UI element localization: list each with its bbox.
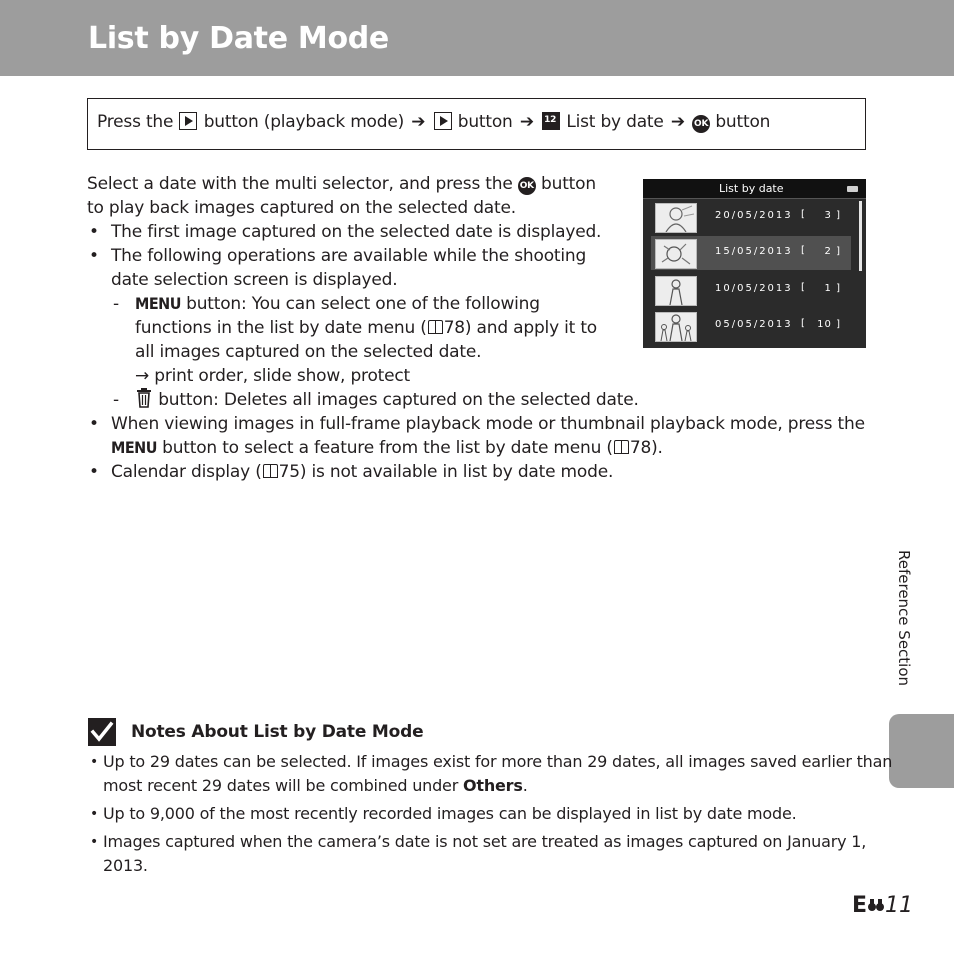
row-date: 05/05/2013 <box>715 319 793 330</box>
row-count: 2 ] <box>824 246 841 257</box>
book-reference-icon <box>263 464 278 478</box>
row-count: 3 ] <box>824 210 841 221</box>
ok-button-icon: OK <box>692 115 710 133</box>
body-line: to play back images captured on the selected date. <box>87 198 516 218</box>
arrow-right-icon: ➔ <box>411 112 426 132</box>
page-reference: 78 <box>443 318 465 338</box>
date-list-item-selected[interactable] <box>651 236 851 270</box>
text: . <box>522 776 528 795</box>
thumbnail-image <box>655 276 697 306</box>
note-text: 2013. <box>103 856 148 875</box>
menu-button-icon: MENU <box>135 294 181 313</box>
row-count: 1 ] <box>824 283 841 294</box>
bullet-text: The first image captured on the selected date is displayed. <box>111 222 602 242</box>
note-text <box>103 774 528 798</box>
sub-item-text <box>135 316 597 340</box>
text: Calendar display ( <box>111 462 262 482</box>
sub-item-text <box>135 364 410 388</box>
text: button to select a feature from the list by date menu ( <box>162 438 613 458</box>
screen-title: List by date <box>719 182 784 195</box>
thumbnail-image <box>655 203 697 233</box>
bracket: [ <box>801 282 805 293</box>
text: button: You can select one of the following <box>186 294 540 314</box>
bullet-text: date selection screen is displayed. <box>111 270 398 290</box>
text: ) is not available in list by date mode. <box>299 462 614 482</box>
text: functions in the list by date menu ( <box>135 318 427 338</box>
play-button-icon <box>179 112 197 130</box>
notes-title: Notes About List by Date Mode <box>131 722 424 742</box>
navigation-path <box>97 112 770 133</box>
text: button: Deletes all images captured on the selected date. <box>158 390 639 410</box>
date-list-item[interactable] <box>651 309 851 343</box>
camera-screen-illustration <box>643 179 866 348</box>
dash: - <box>113 390 119 410</box>
page-number <box>852 893 913 918</box>
count-value: 2 <box>824 246 832 257</box>
menu-button-icon: MENU <box>111 438 157 457</box>
page-reference: 75 <box>278 462 300 482</box>
page-title: List by Date Mode <box>88 21 389 56</box>
path-button-playback: button (playback mode) <box>203 112 405 132</box>
battery-icon <box>847 186 858 192</box>
scrollbar[interactable] <box>859 201 862 271</box>
bullet-text <box>111 460 613 484</box>
dash: - <box>113 294 119 314</box>
book-reference-icon <box>614 440 629 454</box>
note-text: Up to 29 dates can be selected. If images exist for more than 29 dates, all images saved earlier than <box>103 752 893 771</box>
reference-section-prefix: E <box>852 893 868 918</box>
thumbnail-image <box>655 239 697 269</box>
bullet: • <box>89 414 99 434</box>
sub-item-text <box>135 388 639 412</box>
text: most recent 29 dates will be combined under <box>103 776 459 795</box>
bullet: • <box>90 806 99 822</box>
text: ) and apply it to <box>464 318 597 338</box>
sub-item-text: all images captured on the selected date. <box>135 342 482 362</box>
path-button: button <box>457 112 513 132</box>
text: button <box>541 174 596 194</box>
date-list-item[interactable] <box>651 200 851 234</box>
page-reference: 78 <box>629 438 652 458</box>
path-press-the: Press the <box>97 112 174 132</box>
row-date: 20/05/2013 <box>715 210 793 221</box>
page-header <box>0 0 954 76</box>
bullet: • <box>89 246 99 266</box>
book-reference-icon <box>428 320 443 334</box>
binoculars-icon <box>867 896 885 914</box>
bullet-text: The following operations are available while the shooting <box>111 246 587 266</box>
section-tab <box>889 714 954 788</box>
screen-title-bar <box>643 179 866 199</box>
note-check-icon <box>88 718 116 746</box>
page-number-value: 11 <box>885 893 914 918</box>
path-list-by-date: List by date <box>566 112 664 132</box>
calendar-icon <box>542 112 560 130</box>
bracket: [ <box>801 318 805 329</box>
play-button-icon <box>434 112 452 130</box>
thumbnail-image <box>655 312 697 342</box>
row-date: 10/05/2013 <box>715 283 793 294</box>
count-value: 10 <box>817 319 832 330</box>
text: Select a date with the multi selector, and press the <box>87 174 513 194</box>
ok-button-icon: OK <box>518 177 536 195</box>
bullet: • <box>90 834 99 850</box>
sub-item-text <box>135 292 540 316</box>
date-list-item[interactable] <box>651 273 851 307</box>
body-line <box>87 172 596 196</box>
bullet-text <box>111 436 663 460</box>
side-section-label: Reference Section <box>895 550 913 687</box>
arrow-right-icon: ➔ <box>519 112 534 132</box>
bullet: • <box>90 754 99 770</box>
bullet: • <box>89 222 99 242</box>
bullet-text: When viewing images in full-frame playback mode or thumbnail playback mode, press the <box>111 414 865 434</box>
row-count: 10 ] <box>817 319 841 330</box>
bracket: [ <box>801 209 805 220</box>
bold-term: Others <box>462 776 523 795</box>
navigation-path-box <box>87 98 866 150</box>
text: ). <box>651 438 663 458</box>
path-button-end: button <box>715 112 771 132</box>
arrow-icon: → <box>135 366 150 386</box>
count-value: 3 <box>824 210 832 221</box>
arrow-right-icon: ➔ <box>670 112 685 132</box>
text: print order, slide show, protect <box>154 366 410 386</box>
bracket: [ <box>801 245 805 256</box>
note-text: Images captured when the camera’s date is not set are treated as images captured on January 1, <box>103 832 867 851</box>
bullet: • <box>89 462 99 482</box>
row-date: 15/05/2013 <box>715 246 793 257</box>
trash-icon <box>135 388 153 408</box>
count-value: 1 <box>824 283 832 294</box>
note-text: Up to 9,000 of the most recently recorded images can be displayed in list by date mode. <box>103 804 797 823</box>
